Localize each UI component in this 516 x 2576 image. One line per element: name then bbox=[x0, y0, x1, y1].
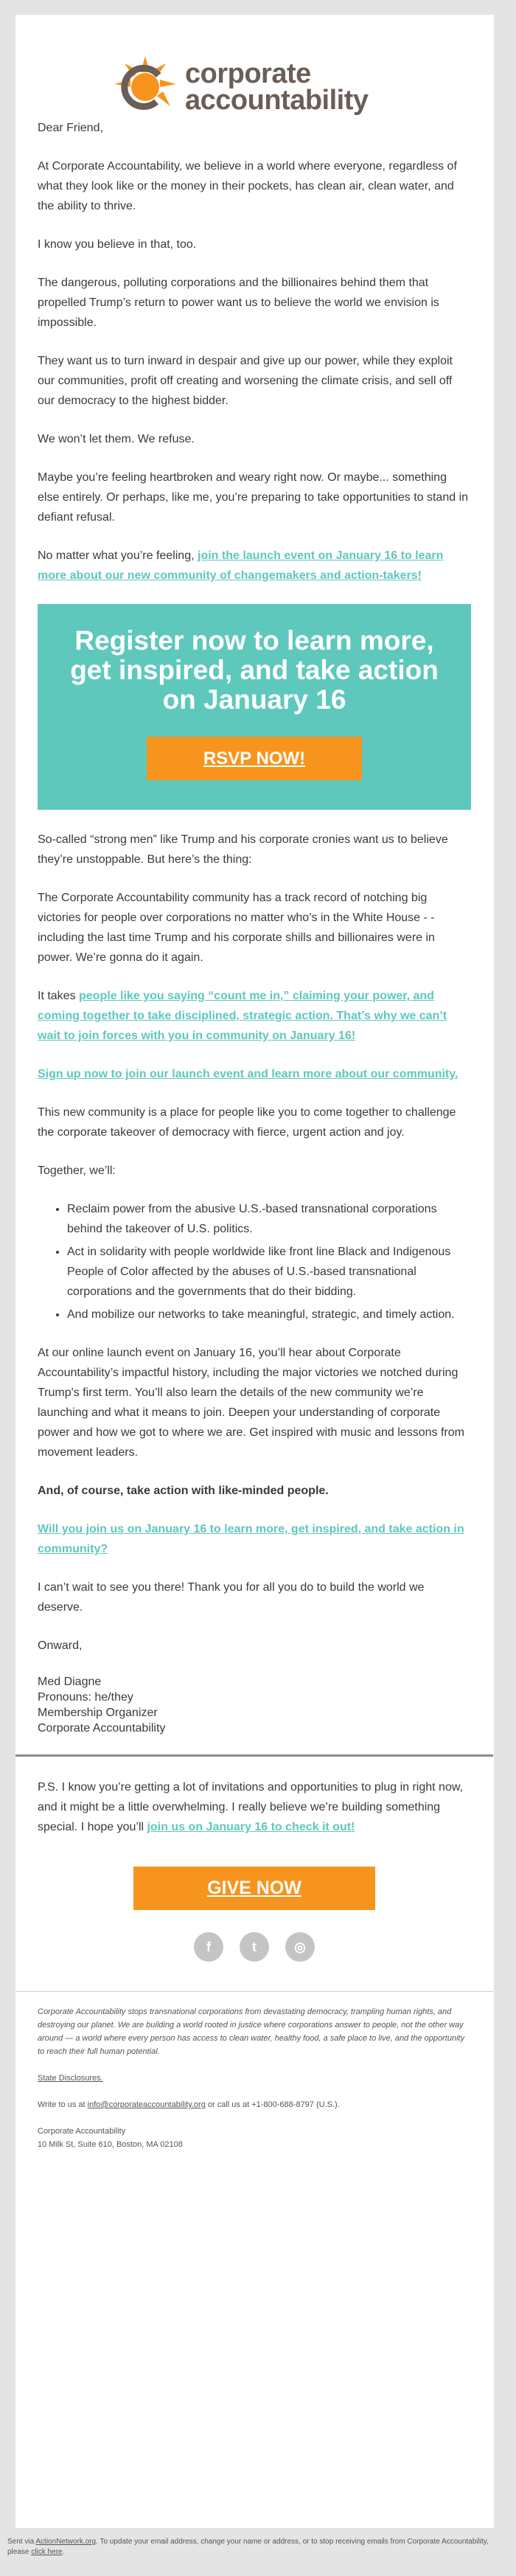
rsvp-button[interactable]: RSVP NOW! bbox=[147, 737, 362, 780]
list-item: • Reclaim power from the abusive U.S.-based transnational corporations behind the takeover of U.S. politics. bbox=[67, 1199, 471, 1239]
signature-org: Corporate Accountability bbox=[38, 1722, 166, 1735]
paragraph-10 bbox=[38, 986, 471, 1046]
footer-write-suffix: or call us at +1-800-688-8797 (U.S.). bbox=[207, 2100, 340, 2109]
launch-event-link[interactable]: join the launch event on January 16 to learn more about our new community of changemakers and action-takers! bbox=[38, 549, 444, 582]
signature-name: Med Diagne bbox=[38, 1676, 102, 1688]
footer-contact bbox=[38, 2098, 471, 2111]
sign-up-link[interactable]: Sign up now to join our launch event and learn more about our community. bbox=[38, 1068, 459, 1080]
email-link[interactable]: info@corporateaccountability.org bbox=[87, 2100, 206, 2109]
state-disclosures-link[interactable]: State Disclosures. bbox=[38, 2074, 103, 2083]
register-banner bbox=[38, 604, 471, 810]
paragraph-14: At our online launch event on January 16, you’ll hear about Corporate Accountability’s impactful history, including the major victories we notched during Trump's first term. You’ll also learn the details of the new community we’re launching and what it means to join. Deepen your understanding of corporate power and how we got to where we are. Get inspired with music and lessons from movement leaders. bbox=[38, 1347, 464, 1459]
signature-pronouns: Pronouns: he/they bbox=[38, 1691, 133, 1704]
join-us-link[interactable]: Will you join us on January 16 to learn more, get inspired, and take action in community? bbox=[38, 1523, 464, 1555]
facebook-icon[interactable]: f bbox=[194, 1932, 223, 1962]
paragraph-18: Onward, bbox=[38, 1639, 83, 1652]
list-item: • Act in solidarity with people worldwide like front line Black and Indigenous People of Color affected by the abuses of U.S.-based transnational corporations and the governments that do their bidding. bbox=[67, 1242, 471, 1302]
paragraph-9: The Corporate Accountability community has a track record of notching big victories for people over corporations no matter who’s in the White House - - including the last time Trump and his corporate shills and billionaires were in power. We’re gonna do it again. bbox=[38, 892, 435, 964]
footer-mission-text: Corporate Accountability stops transnational corporations from devastating democracy, trampling human rights, and destroying our planet. We are building a world rooted in justice where corporations answer to people, not the other way around — a world where every person has access to clean water, healthy food, a safe place to live, and the opportunity to reach their full human potential. bbox=[38, 2007, 465, 2056]
paragraph-10-text: It takes bbox=[38, 990, 76, 1002]
action-network-link[interactable]: ActionNetwork.org bbox=[35, 2538, 97, 2546]
postscript-text: P.S. I know you’re getting a lot of invitations and opportunities to plug in right now, and it might be a little overwhelming. I really believe we’re building something special. I hope you’ll bbox=[38, 1781, 463, 1833]
section-divider bbox=[15, 1754, 493, 1757]
paragraph-15: And, of course, take action with like-minded people. bbox=[38, 1485, 329, 1497]
check-it-out-link[interactable]: join us on January 16 to check it out! bbox=[147, 1821, 355, 1833]
footer-mission bbox=[38, 2005, 471, 2058]
social-links bbox=[38, 1932, 471, 1962]
postscript bbox=[38, 1777, 471, 1837]
instagram-icon[interactable]: ◎ bbox=[285, 1932, 315, 1962]
count-me-in-link[interactable]: people like you saying “count me in,” claiming your power, and coming together to take disciplined, strategic action. That’s why we can’t wait to join forces with you in community on January 16! bbox=[38, 990, 447, 1042]
unsubscribe-link[interactable]: click here bbox=[31, 2548, 63, 2556]
paragraph-2: I know you believe in that, too. bbox=[38, 238, 197, 251]
paragraph-7-text: No matter what you’re feeling, bbox=[38, 549, 195, 562]
paragraph-5: We won’t let them. We refuse. bbox=[38, 433, 195, 445]
sun-logo-icon bbox=[111, 53, 179, 121]
paragraph-16 bbox=[38, 1519, 471, 1559]
footer-address: 10 Milk St, Suite 610, Boston, MA 02108 bbox=[38, 2140, 183, 2149]
footer-address-block bbox=[38, 2125, 471, 2151]
sender-bar bbox=[0, 2537, 516, 2558]
sender-middle: . To update your email address, change your name or address, or to stop receiving emails from Corporate Accountability, please bbox=[7, 2538, 489, 2556]
footer-write-prefix: Write to us at bbox=[38, 2100, 86, 2109]
brand-line-2: accountability bbox=[185, 85, 369, 116]
signature-role: Membership Organizer bbox=[38, 1707, 158, 1719]
paragraph-8: So-called “strong men” like Trump and his corporate cronies want us to believe they’re unstoppable. But here’s the thing: bbox=[38, 833, 448, 866]
paragraph-3: The dangerous, polluting corporations and the billionaires behind them that propelled Trump’s return to power want us to believe the world we envision is impossible. bbox=[38, 277, 439, 329]
brand-wordmark bbox=[185, 60, 369, 114]
sender-prefix: Sent via bbox=[7, 2538, 35, 2546]
paragraph-13: Together, we’ll: bbox=[38, 1164, 116, 1177]
email-card bbox=[15, 15, 494, 2528]
footer-disclosures bbox=[38, 2072, 471, 2085]
brand-line-1: corporate bbox=[185, 58, 311, 89]
greeting: Dear Friend, bbox=[38, 122, 103, 134]
banner-heading: Register now to learn more, get inspired, and take action on January 16 bbox=[70, 625, 439, 715]
paragraph-17: I can’t wait to see you there! Thank you for all you do to build the world we deserve. bbox=[38, 1581, 425, 1614]
twitter-icon[interactable]: t bbox=[240, 1932, 269, 1962]
signature-block bbox=[38, 1674, 471, 1736]
paragraph-7 bbox=[38, 546, 471, 586]
give-now-button[interactable]: GIVE NOW bbox=[133, 1867, 375, 1910]
list-item: • And mobilize our networks to take meaningful, strategic, and timely action. bbox=[67, 1305, 471, 1325]
email-body bbox=[38, 118, 471, 2164]
paragraph-4: They want us to turn inward in despair and give up our power, while they exploit our communities, profit off creating and worsening the climate crisis, and sell off our democracy to the highest bidder. bbox=[38, 355, 453, 407]
paragraph-6: Maybe you’re feeling heartbroken and weary right now. Or maybe... something else entirely. Or perhaps, like me, you’re preparing to take opportunities to stand in defiant refusal. bbox=[38, 471, 469, 524]
sender-suffix: . bbox=[62, 2548, 65, 2556]
together-list bbox=[38, 1199, 471, 1325]
footer bbox=[15, 1991, 493, 2151]
footer-org-name: Corporate Accountability bbox=[38, 2127, 126, 2136]
paragraph-11 bbox=[38, 1064, 471, 1084]
paragraph-1: At Corporate Accountability, we believe in a world where everyone, regardless of what they look like or the money in their pockets, has clean air, clean water, and the ability to thrive. bbox=[38, 160, 457, 212]
paragraph-12: This new community is a place for people like you to come together to challenge the corporate takeover of democracy with fierce, urgent action and joy. bbox=[38, 1106, 456, 1139]
